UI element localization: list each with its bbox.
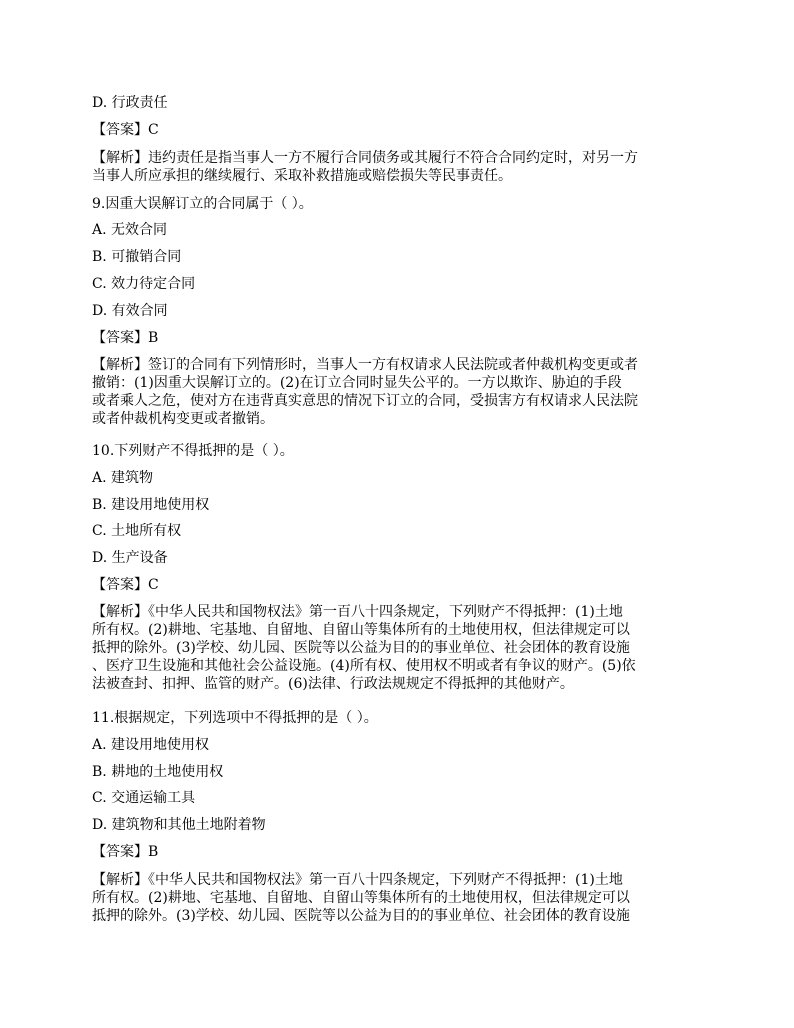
option-b-q9: B. 可撤销合同	[92, 249, 182, 265]
explanation-line: 所有权。(2)耕地、宅基地、自留地、自留山等集体所有的土地使用权，但法律规定可以	[92, 622, 630, 638]
answer-q8: 【答案】C	[92, 122, 159, 138]
question-9: 9.因重大误解订立的合同属于（ ）。	[92, 196, 313, 212]
explanation-line: 、医疗卫生设施和其他社会公益设施。(4)所有权、使用权不明或者有争议的财产。(5)依	[92, 658, 636, 674]
explanation-line: 所有权。(2)耕地、宅基地、自留地、自留山等集体所有的土地使用权，但法律规定可以	[92, 890, 630, 906]
explanation-q8	[92, 149, 702, 185]
option-b-q11: B. 耕地的土地使用权	[92, 764, 224, 780]
explanation-line: 抵押的除外。(3)学校、幼儿园、医院等以公益为目的的事业单位、社会团体的教育设施	[92, 908, 630, 924]
answer-q10: 【答案】C	[92, 577, 159, 593]
option-d-q9: D. 有效合同	[92, 303, 168, 319]
option-d-q8: D. 行政责任	[92, 95, 168, 111]
option-c-q9: C. 效力待定合同	[92, 276, 196, 292]
explanation-line: 【解析】违约责任是指当事人一方不履行合同债务或其履行不符合合同约定时，对另一方	[92, 150, 638, 166]
explanation-line: 当事人所应承担的继续履行、采取补救措施或赔偿损失等民事责任。	[92, 168, 512, 184]
option-a-q11: A. 建设用地使用权	[92, 737, 210, 753]
explanation-q11	[92, 871, 702, 925]
explanation-line: 或者乘人之危，使对方在违背真实意思的情况下订立的合同，受损害方有权请求人民法院	[92, 393, 638, 409]
explanation-q10	[92, 603, 702, 693]
answer-q9: 【答案】B	[92, 330, 159, 346]
option-c-q10: C. 土地所有权	[92, 523, 182, 539]
option-d-q11: D. 建筑物和其他土地附着物	[92, 817, 266, 833]
explanation-line: 法被查封、扣押、监管的财产。(6)法律、行政法规规定不得抵押的其他财产。	[92, 676, 574, 692]
answer-q11: 【答案】B	[92, 844, 159, 860]
option-d-q10: D. 生产设备	[92, 550, 168, 566]
question-10: 10.下列财产不得抵押的是（ ）。	[92, 443, 294, 459]
question-11: 11.根据规定，下列选项中不得抵押的是（ ）。	[92, 710, 378, 726]
option-a-q10: A. 建筑物	[92, 470, 154, 486]
explanation-q9	[92, 356, 702, 428]
option-b-q10: B. 建设用地使用权	[92, 497, 210, 513]
explanation-line: 【解析】《中华人民共和国物权法》第一百八十四条规定，下列财产不得抵押：(1)土地	[92, 872, 623, 888]
explanation-line: 【解析】签订的合同有下列情形时，当事人一方有权请求人民法院或者仲裁机构变更或者	[92, 357, 638, 373]
option-a-q9: A. 无效合同	[92, 222, 168, 238]
explanation-line: 抵押的除外。(3)学校、幼儿园、医院等以公益为目的的事业单位、社会团体的教育设施	[92, 640, 630, 656]
explanation-line: 【解析】《中华人民共和国物权法》第一百八十四条规定，下列财产不得抵押：(1)土地	[92, 604, 623, 620]
explanation-line: 或者仲裁机构变更或者撤销。	[92, 411, 274, 427]
explanation-line: 撤销：(1)因重大误解订立的。(2)在订立合同时显失公平的。一方以欺诈、胁迫的手段	[92, 375, 622, 391]
option-c-q11: C. 交通运输工具	[92, 790, 196, 806]
